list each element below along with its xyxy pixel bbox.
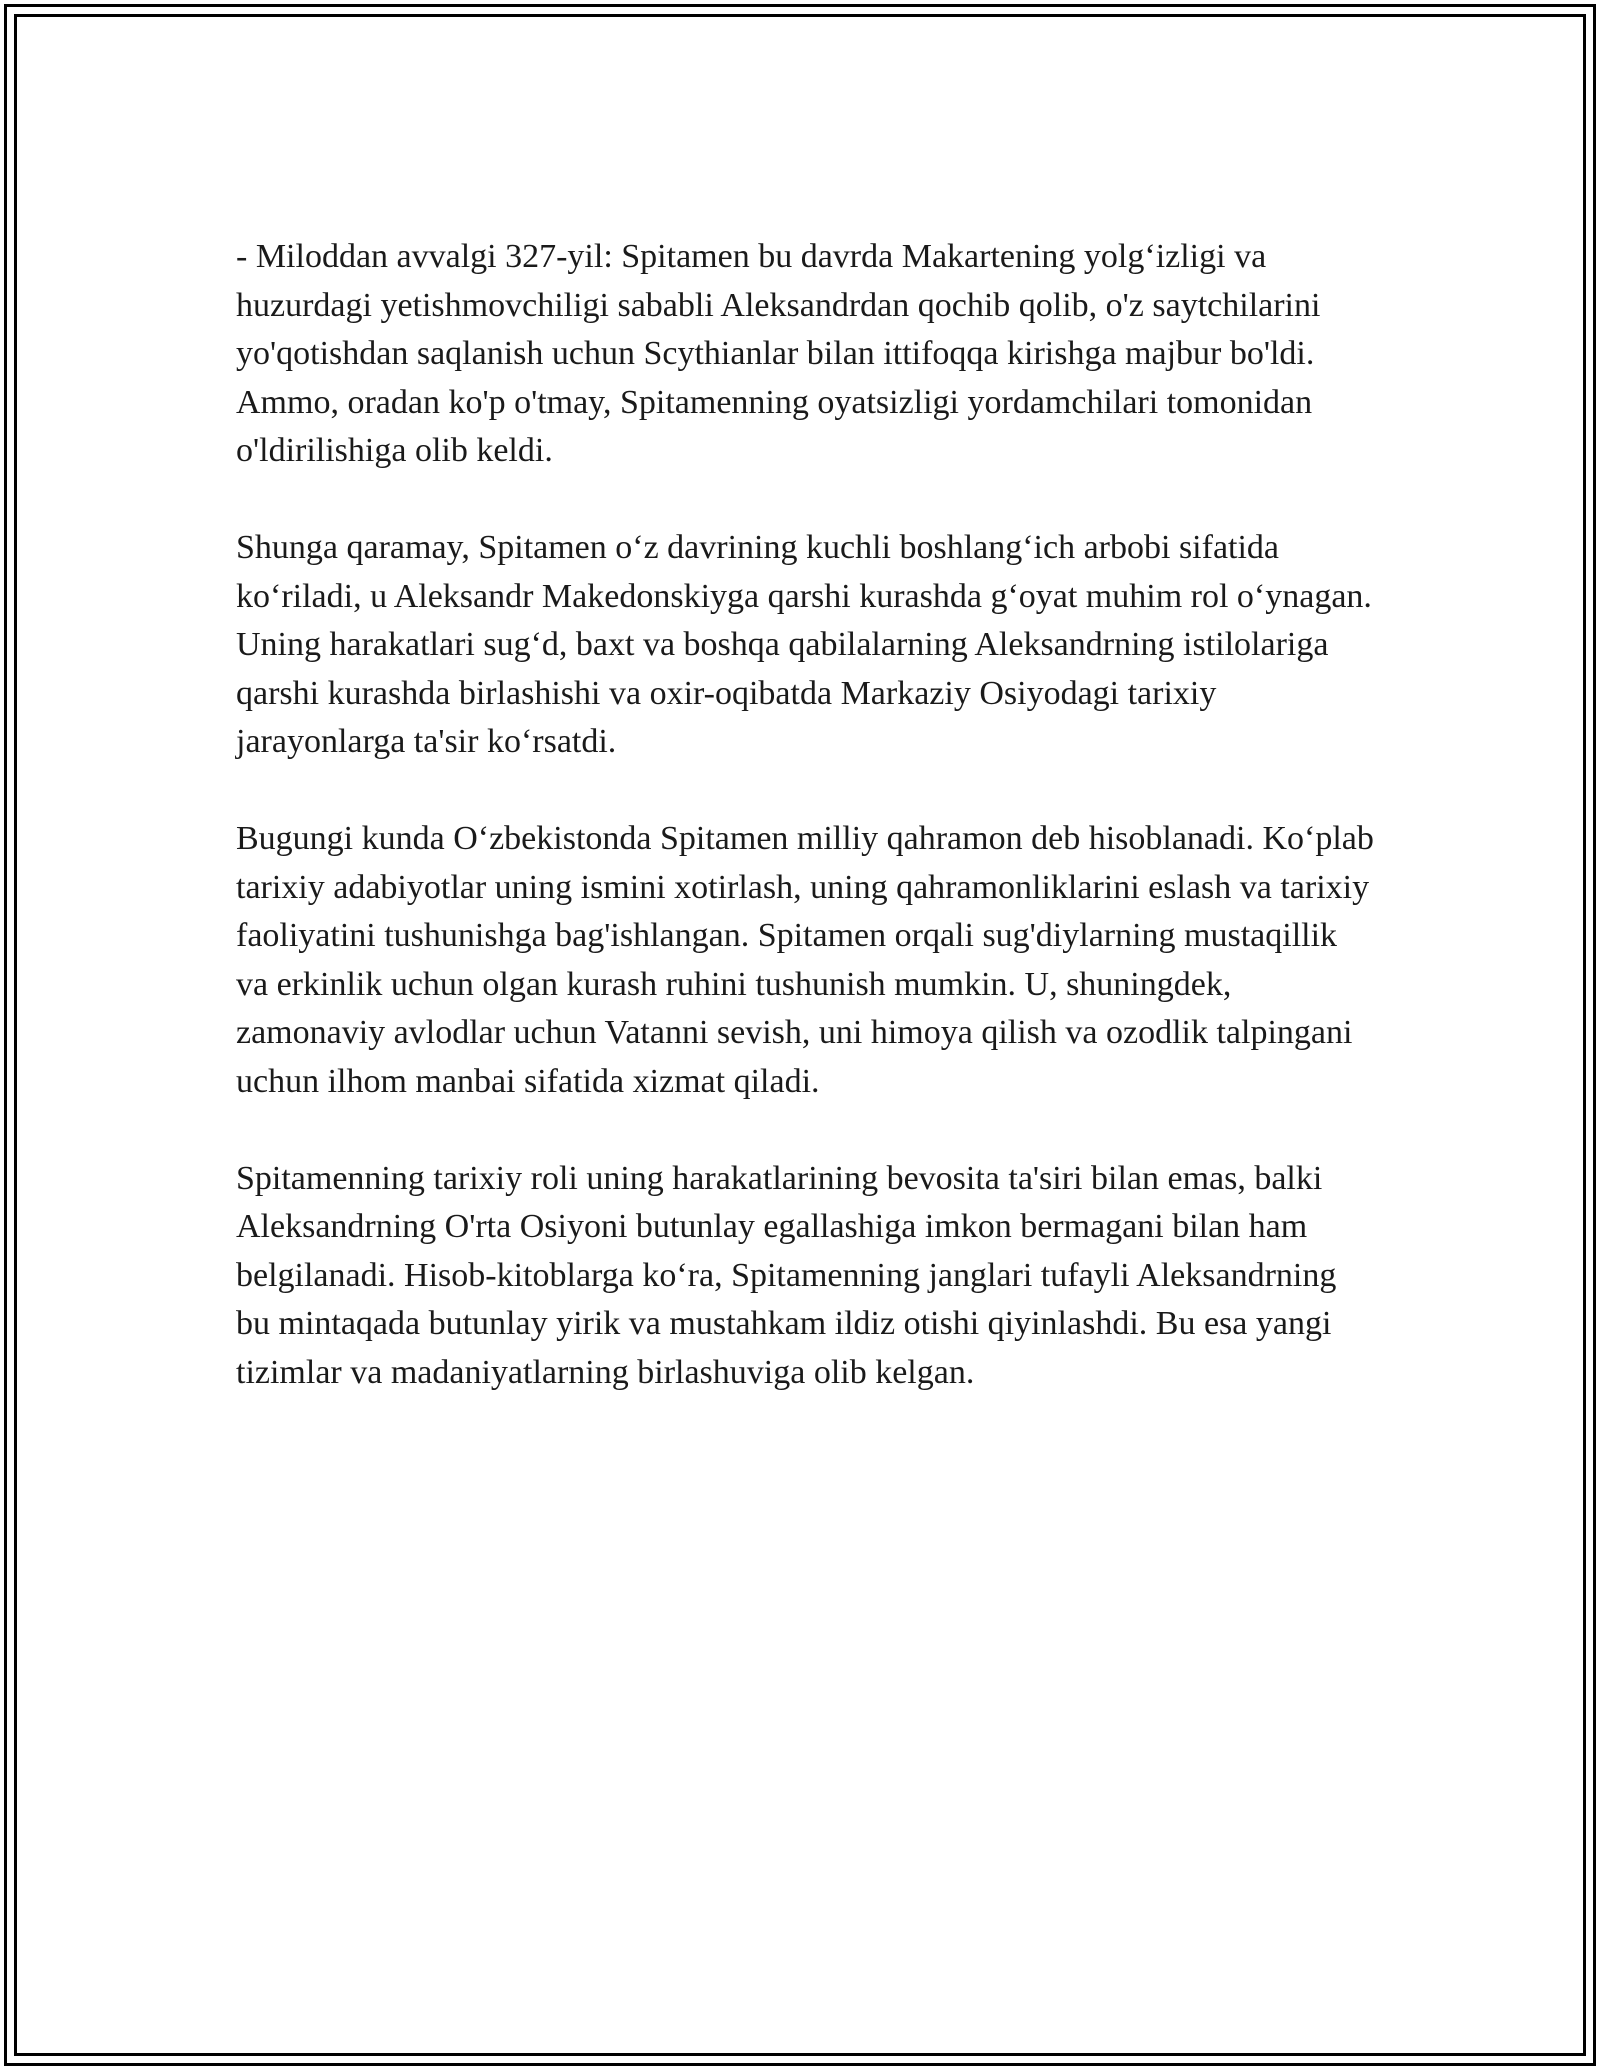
paragraph-3: Bugungi kunda O‘zbekistonda Spitamen milliy qahramon deb hisoblanadi. Ko‘plab tarixiy adabiyotlar uning ismini xotirlash, uning qahramonliklarini eslash va tarixiy faoliyatini tushunishga bag'ishlangan. Spitamen orqali sug'diylarning mustaqillik va erkinlik uchun olgan kurash ruhini tushunish mumkin. U, shuningdek, zamonaviy avlodlar uchun Vatanni sevish, uni himoya qilish va ozodlik talpingani uchun ilhom manbai sifatida xizmat qiladi. — [236, 820, 1374, 1100]
paragraph-4: Spitamenning tarixiy roli uning harakatlarining bevosita ta'siri bilan emas, balki Aleksandrning O'rta Osiyoni butunlay egallashiga imkon bermagani bilan ham belgilanadi. Hisob-kitoblarga ko‘ra, Spitamenning janglari tufayli Aleksandrning bu mintaqada butunlay yirik va mustahkam ildiz otishi qiyinlashdi. Bu esa yangi tizimlar va madaniyatlarning birlashuviga olib kelgan. — [236, 1159, 1337, 1391]
document-body — [236, 233, 1376, 1446]
paragraph-1: - Miloddan avvalgi 327-yil: Spitamen bu davrda Makartening yolg‘izligi va huzurdagi yetishmovchiligi sababli Aleksandrdan qochib qolib, o'z saytchilarini yo'qotishdan saqlanish uchun Scythianlar bilan ittifoqqa kirishga majbur bo'ldi. Ammo, oradan ko'p o'tmay, Spitamenning oyatsizligi yordamchilari tomonidan o'ldirilishiga olib keldi. — [236, 238, 1321, 469]
paragraph-2: Shunga qaramay, Spitamen o‘z davrining kuchli boshlang‘ich arbobi sifatida ko‘riladi, u Aleksandr Makedonskiyga qarshi kurashda g‘oyat muhim rol o‘ynagan. Uning harakatlari sug‘d, baxt va boshqa qabilalarning Aleksandrning istilolariga qarshi kurashda birlashishi va oxir-oqibatda Markaziy Osiyodagi tarixiy jarayonlarga ta'sir ko‘rsatdi. — [236, 529, 1372, 760]
